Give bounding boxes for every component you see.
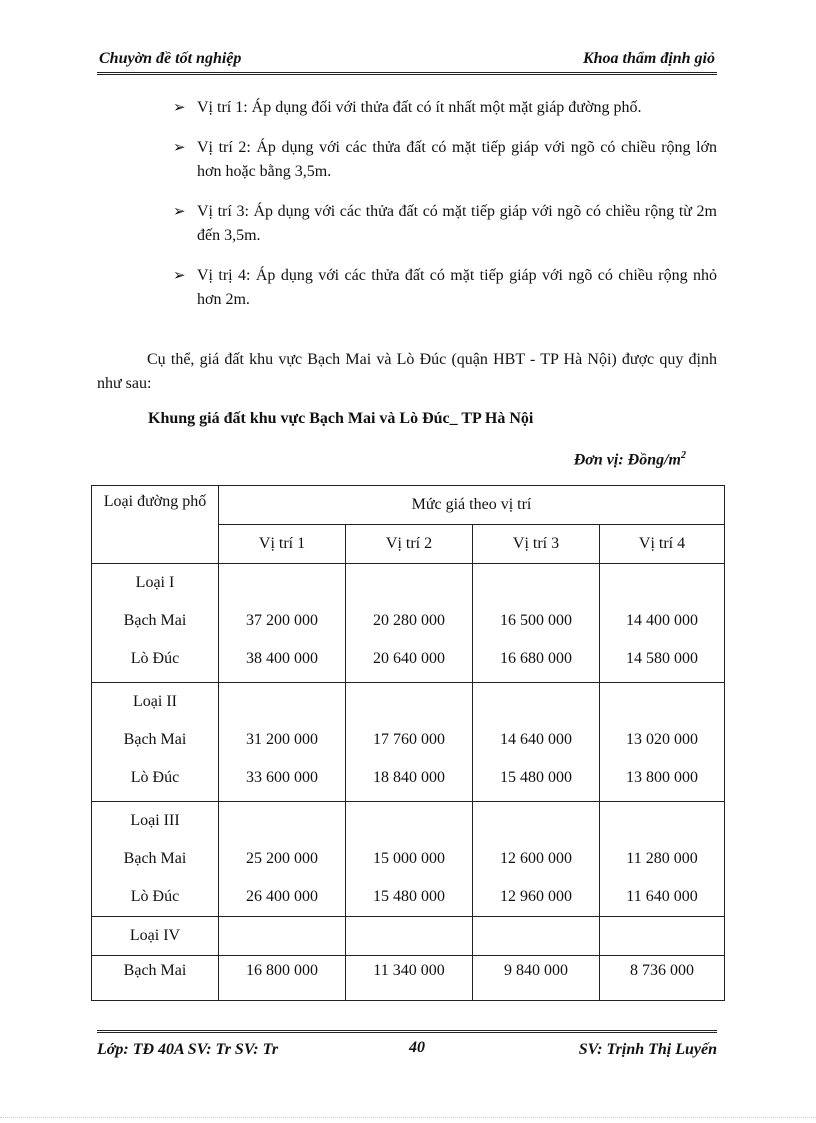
type-cell <box>92 802 219 917</box>
arrow-icon: ➢ <box>173 204 186 220</box>
unit-sup: 2 <box>681 450 686 461</box>
value-cell <box>219 564 346 683</box>
price-value: 9 840 000 <box>473 956 600 1001</box>
body-paragraph: Cụ thể, giá đất khu vực Bạch Mai và Lò Đúc (quận HBT - TP Hà Nội) được quy định như sau: <box>97 351 717 392</box>
value-cell <box>600 683 725 802</box>
header-left: Chuyờn đề tốt nghiệp <box>99 50 242 67</box>
street-name: Lò Đúc <box>130 650 180 667</box>
street-name: Lò Đúc <box>130 769 180 786</box>
price-value: 20 640 000 <box>373 650 445 667</box>
price-value: 15 480 000 <box>373 888 445 905</box>
table-title: Khung giá đất khu vực Bạch Mai và Lò Đúc_ TP Hà Nội <box>148 410 534 427</box>
value-cell <box>473 683 600 802</box>
position-header: Vị trí 4 <box>600 525 725 564</box>
price-value: 11 340 000 <box>346 956 473 1001</box>
value-cell <box>600 802 725 917</box>
page-header <box>97 46 717 75</box>
price-value: 31 200 000 <box>246 731 318 748</box>
type-cell <box>92 683 219 802</box>
street-name: Bạch Mai <box>123 612 187 629</box>
value-cell <box>346 683 473 802</box>
price-value: 14 640 000 <box>500 731 572 748</box>
bullet-list <box>173 96 717 328</box>
position-header: Vị trí 2 <box>346 525 473 564</box>
bullet-text: Vị trị 4: Áp dụng với các thửa đất có mặt tiếp giáp với ngõ có chiều rộng nhỏ hơn 2m. <box>197 267 717 308</box>
page-footer <box>97 1030 717 1063</box>
unit-label <box>574 450 686 469</box>
price-value: 37 200 000 <box>246 612 318 629</box>
type-label: Loại I <box>135 574 175 591</box>
type-label: Loại II <box>133 693 177 710</box>
bullet-item <box>173 264 717 312</box>
bullet-item <box>173 200 717 248</box>
value-cell <box>473 564 600 683</box>
col-header-type: Loại đường phố <box>92 486 219 564</box>
street-name: Bạch Mai <box>92 956 219 1001</box>
price-table <box>91 485 725 1001</box>
type-label: Loại IV <box>92 917 219 956</box>
price-value: 26 400 000 <box>246 888 318 905</box>
footer-student: SV: Trịnh Thị Luyến <box>578 1041 717 1058</box>
value-cell <box>219 683 346 802</box>
bullet-text: Vị trí 2: Áp dụng với các thửa đất có mặt tiếp giáp với ngõ có chiều rộng lớn hơn hoặc bằng 3,5m. <box>197 139 717 180</box>
table-header-row <box>92 486 725 525</box>
price-value: 8 736 000 <box>600 956 725 1001</box>
price-value: 18 840 000 <box>373 769 445 786</box>
price-value: 16 500 000 <box>500 612 572 629</box>
bullet-item <box>173 136 717 184</box>
price-value: 13 800 000 <box>626 769 698 786</box>
price-value: 12 600 000 <box>500 850 572 867</box>
price-value: 16 800 000 <box>219 956 346 1001</box>
price-value: 15 000 000 <box>373 850 445 867</box>
table-row <box>92 564 725 683</box>
price-value: 17 760 000 <box>373 731 445 748</box>
unit-text: Đơn vị: Đồng/m <box>573 451 681 469</box>
price-value: 13 020 000 <box>626 731 698 748</box>
empty-cell <box>473 917 600 956</box>
type-label: Loại III <box>130 812 180 829</box>
group-header: Mức giá theo vị trí <box>219 486 725 525</box>
table-row <box>92 956 725 1001</box>
value-cell <box>346 564 473 683</box>
bullet-text: Vị trí 3: Áp dụng với các thửa đất có mặt tiếp giáp với ngõ có chiều rộng từ 2m đến 3,5m. <box>197 203 717 244</box>
price-value: 16 680 000 <box>500 650 572 667</box>
empty-cell <box>346 917 473 956</box>
bullet-text: Vị trí 1: Áp dụng đối với thửa đất có ít nhất một mặt giáp đường phố. <box>197 99 642 116</box>
table-row <box>92 917 725 956</box>
price-value: 20 280 000 <box>373 612 445 629</box>
price-value: 11 280 000 <box>626 850 698 867</box>
price-value: 38 400 000 <box>246 650 318 667</box>
bullet-item <box>173 96 717 120</box>
empty-cell <box>219 917 346 956</box>
price-value: 15 480 000 <box>500 769 572 786</box>
footer-class: Lớp: TĐ 40A SV: Tr SV: Tr <box>97 1041 279 1058</box>
street-name: Bạch Mai <box>123 731 187 748</box>
price-value: 11 640 000 <box>626 888 698 905</box>
arrow-icon: ➢ <box>173 140 186 156</box>
price-value: 14 400 000 <box>626 612 698 629</box>
price-value: 12 960 000 <box>500 888 572 905</box>
position-header: Vị trí 1 <box>219 525 346 564</box>
price-value: 33 600 000 <box>246 769 318 786</box>
value-cell <box>600 564 725 683</box>
arrow-icon: ➢ <box>173 100 186 116</box>
type-cell <box>92 564 219 683</box>
street-name: Lò Đúc <box>130 888 180 905</box>
header-right: Khoa thẩm định giỏ <box>582 50 715 67</box>
page-edge <box>0 1117 816 1118</box>
arrow-icon: ➢ <box>173 268 186 284</box>
position-header: Vị trí 3 <box>473 525 600 564</box>
value-cell <box>473 802 600 917</box>
price-value: 14 580 000 <box>626 650 698 667</box>
value-cell <box>346 802 473 917</box>
empty-cell <box>600 917 725 956</box>
price-value: 25 200 000 <box>246 850 318 867</box>
table-row <box>92 802 725 917</box>
table-row <box>92 683 725 802</box>
street-name: Bạch Mai <box>123 850 187 867</box>
value-cell <box>219 802 346 917</box>
page-number: 40 <box>409 1039 425 1056</box>
